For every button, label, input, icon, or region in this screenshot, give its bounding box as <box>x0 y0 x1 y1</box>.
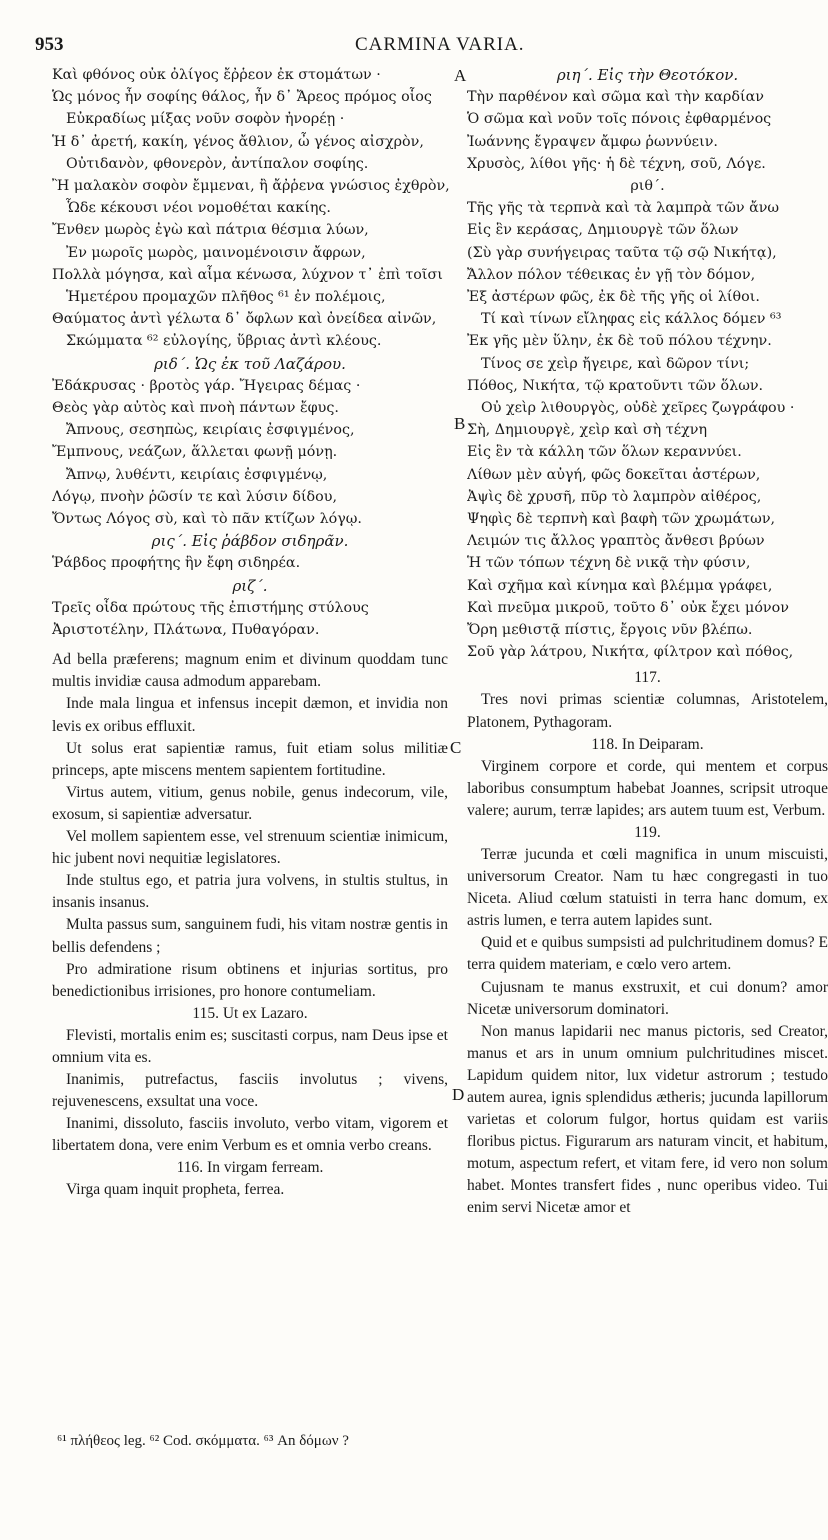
poem-heading-119-greek: ριθ΄. <box>630 178 665 195</box>
greek-line: Ἀριστοτέλην, Πλάτωνα, Πυθαγόραν. <box>52 622 320 639</box>
greek-line: Εἰς ἓν κεράσας, Δημιουργὲ τῶν ὅλων <box>467 222 739 239</box>
greek-line: Ἢ μαλακὸν σοφὸν ἔμμεναι, ἢ ἄῤῥενα γνώσιος ἐχθρὸν, <box>52 178 450 195</box>
latin-paragraph: Inde stultus ego, et patria jura volvens, in stultis stultus, in insanis insanus. <box>52 872 448 912</box>
greek-verse-block <box>52 64 448 353</box>
greek-line: Ἄπνους, σεσηπὼς, κειρίαις ἐσφιγμένος, <box>66 422 355 439</box>
footnotes: ⁶¹ πλήθεος leg. ⁶² Cod. σκόμματα. ⁶³ An δόμων ? <box>57 1433 349 1449</box>
greek-line: Εἰς ἓν τὰ κάλλη τῶν ὅλων κεραννύει. <box>467 444 742 461</box>
latin-paragraph: Cujusnam te manus exstruxit, et cui donum? amor Nicetæ universorum dominatori. <box>467 978 828 1018</box>
greek-line: Θεὸς γὰρ αὐτὸς καὶ πνοὴ πάντων ἔφυς. <box>52 400 339 417</box>
greek-line: Τρεῖς οἶδα πρώτους τῆς ἐπιστήμης στύλους <box>52 599 369 616</box>
poem-heading-115-latin: 115. Ut ex Lazaro. <box>192 1004 308 1022</box>
greek-line: Λίθων μὲν αὐγή, φῶς δοκεῖται ἀστέρων, <box>467 466 761 483</box>
greek-line: Ἐκ γῆς μὲν ὕλην, ἐκ δὲ τοῦ πόλου τέχνην. <box>467 333 772 350</box>
margin-letter-d: D <box>452 1085 465 1104</box>
poem-heading-116-latin: 116. In virgam ferream. <box>176 1159 324 1177</box>
poem-heading-117-latin: 117. <box>634 669 661 687</box>
greek-line: Ὧδε κέκουσι νέοι νομοθέται κακίης. <box>66 200 331 217</box>
greek-line: Εὐκραδίως μίξας νοῦν σοφὸν ἠνορέῃ · <box>66 111 345 128</box>
running-title: CARMINA VARIA. <box>355 34 525 55</box>
latin-paragraph: Terræ jucunda et cœli magnifica in unum miscuisti, universorum Creator. Nam tu hæc congregasti in tuo Niceta. Aliud cœlum statuisti in terra hanc domum, ex astris lumen, e terra autem lapides sunt. <box>467 845 828 930</box>
poem-heading-118-greek: ριη΄. Εἰς τὴν Θεοτόκον. <box>556 66 739 84</box>
greek-line: Τίνος σε χεὶρ ἤγειρε, καὶ δῶρον τίνι; <box>481 355 750 372</box>
greek-line: Ἐδάκρυσας · βροτὸς γάρ. Ἤγειρας δέμας · <box>52 377 361 394</box>
latin-paragraph: Inanimis, putrefactus, fasciis involutus ; vivens, rejuvenescens, exsultat una voce. <box>52 1070 448 1111</box>
latin-paragraph: Pro admiratione risum obtinens et injurias sortitus, pro benedictionibus irrisiones, pro honore contumeliam. <box>52 960 448 1000</box>
latin-paragraph: Ut solus erat sapientiæ ramus, fuit etiam solus militiæ princeps, apte miscens mentem sapientem fortitudine. <box>52 739 448 779</box>
greek-line: Καὶ σχῆμα καὶ κίνημα καὶ βλέμμα γράφει, <box>467 577 773 594</box>
margin-letter-a: A <box>454 66 467 85</box>
latin-paragraph: Virtus autem, vitium, genus nobile, genus indecorum, vile, exosum, si sapientiæ adversatur. <box>52 783 448 823</box>
greek-line: Χρυσὸς, λίθοι γῆς· ἡ δὲ τέχνη, σοῦ, Λόγε. <box>467 155 766 172</box>
latin-paragraph: Non manus lapidarii nec manus pictoris, sed Creator, manus et ars in unum omnium pulchritudines miscet. Lapidum quidem nitor, lux videtur astrorum ; testudo autem aurea, ignis splendidus ætheris; jucunda lapillorum varietas et colorum fulgor, hortus quidam est variis floribus pictus. Figurarum ars naturam vincit, et habitum, motum, aspectum refert, et vitam fere, id vero non solum habet. Montes transfert fides , nunc operibus video. Tui enim servi Nicetæ amor et <box>467 1022 828 1217</box>
poem-heading-117-greek: ριζ΄. <box>232 576 268 595</box>
greek-line: Οὐτιδανὸν, φθονερὸν, ἀντίπαλον σοφίης. <box>66 155 369 172</box>
greek-line: Ἄλλον πόλον τέθεικας ἐν γῇ τὸν δόμον, <box>467 266 756 283</box>
greek-line: Ἔμπνους, νεάζων, ἅλλεται φωνῇ μόνῃ. <box>52 444 338 461</box>
greek-line: Τί καὶ τίνων εἴληφας εἰς κάλλος δόμεν ⁶³ <box>481 311 782 328</box>
greek-verse-block-119 <box>467 197 828 663</box>
greek-line: Ἐν μωροῖς μωρὸς, μαινομένοισιν ἄφρων, <box>66 244 366 261</box>
latin-paragraph: Ad bella præferens; magnum enim et divinum quoddam tunc multis invidiæ causa admodum apparebam. <box>52 651 448 691</box>
greek-line: Σκώμματα ⁶² εὐλογίης, ὕβριας ἀντὶ κλέους. <box>66 333 382 350</box>
greek-line: Σὴ, Δημιουργὲ, χεὶρ καὶ σὴ τέχνη <box>467 422 708 439</box>
left-column <box>52 64 448 1201</box>
page-number: 953 <box>35 34 64 55</box>
greek-line: Πόθος, Νικήτα, τῷ κρατοῦντι τῶν ὅλων. <box>467 377 764 394</box>
poem-heading-115-greek: ριδ΄. Ὡς ἐκ τοῦ Λαζάρου. <box>154 354 346 373</box>
greek-line: Ὡς μόνος ἦν σοφίης θάλος, ἦν δ᾽ Ἄρεος πρόμος οἷος <box>52 89 432 106</box>
latin-translation-block <box>52 649 448 1003</box>
greek-line: Πολλὰ μόγησα, καὶ αἷμα κένωσα, λύχνον τ᾽ ἐπὶ τοῖσι <box>52 266 443 283</box>
greek-line: Τῆς γῆς τὰ τερπνὰ καὶ τὰ λαμπρὰ τῶν ἄνω <box>467 200 780 217</box>
greek-line: Ἀψὶς δὲ χρυσῆ, πῦρ τὸ λαμπρὸν αἰθέρος, <box>467 488 762 505</box>
greek-line: Ῥάβδος προφήτης ἣν ἔφη σιδηρέα. <box>52 555 301 572</box>
greek-line: Ἡ τῶν τόπων τέχνη δὲ νικᾷ τὴν φύσιν, <box>467 555 751 572</box>
right-column <box>467 64 828 1220</box>
greek-line: Ἡ δ᾽ ἀρετή, κακίη, γένος ἄθλιον, ὦ γένος αἰσχρὸν, <box>52 133 424 150</box>
greek-line: Λόγῳ, πνοὴν ῥῶσίν τε καὶ λύσιν δίδου, <box>52 488 338 505</box>
latin-paragraph: Tres novi primas scientiæ columnas, Aristotelem, Platonem, Pythagoram. <box>467 691 828 731</box>
latin-paragraph: Virginem corpore et corde, qui mentem et corpus laboribus consumptum habebat Joannes, scripsit utroque valere; aurum, terræ lapides; ars autem tuum est, Verbum. <box>467 757 828 819</box>
poem-heading-116-greek: ρις΄. Εἰς ῥάβδον σιδηρᾶν. <box>151 532 349 551</box>
greek-line: Λειμών τις ἄλλος γραπτὸς ἄνθεσι βρύων <box>467 533 765 550</box>
latin-paragraph: Quid et e quibus sumpsisti ad pulchritudinem domus? E terra quidem materiam, e cœlo vero artem. <box>467 934 828 974</box>
margin-letter-c: C <box>450 738 462 757</box>
greek-line: Ἔνθεν μωρὸς ἐγὼ καὶ πάτρια θέσμια λύων, <box>52 222 369 239</box>
greek-line: Καὶ πνεῦμα μικροῦ, τοῦτο δ᾽ οὐκ ἔχει μόνον <box>467 599 789 616</box>
latin-paragraph: Virga quam inquit propheta, ferrea. <box>66 1181 285 1199</box>
greek-line: Ὄρη μεθιστᾷ πίστις, ἔργοις νῦν βλέπω. <box>467 622 753 639</box>
greek-line: Ἡμετέρου προμαχῶν πλῆθος ⁶¹ ἐν πολέμοις, <box>66 289 386 306</box>
latin-paragraph: Vel mollem sapientem esse, vel strenuum scientiæ inimicum, hic jubent novi nequitiæ legislatores. <box>52 828 448 868</box>
poem-heading-119-latin: 119. <box>634 823 661 841</box>
greek-line: Καὶ φθόνος οὐκ ὀλίγος ἔῤῥεον ἐκ στομάτων · <box>52 67 381 83</box>
greek-verse-block-115 <box>52 375 448 530</box>
greek-line: (Σὺ γὰρ συνήγειρας ταῦτα τῷ σῷ Νικήτᾳ), <box>467 244 777 261</box>
greek-line: Θαύματος ἀντὶ γέλωτα δ᾽ ὄφλων καὶ ὀνείδεα αἰνῶν, <box>52 311 437 328</box>
greek-line: Ὁ σῶμα καὶ νοῦν τοῖς πόνοις ἐφθαρμένος <box>467 111 772 128</box>
latin-paragraph: Inde mala lingua et infensus incepit dæmon, et invidia non levis ex oribus effluxit. <box>52 695 448 735</box>
greek-line: Οὐ χεὶρ λιθουργὸς, οὐδὲ χεῖρες ζωγράφου · <box>481 400 795 417</box>
greek-line: Ἐξ ἀστέρων φῶς, ἐκ δὲ τῆς γῆς οἱ λίθοι. <box>467 289 760 306</box>
latin-paragraph: Multa passus sum, sanguinem fudi, his vitam nostræ gentis in bellis defendens ; <box>52 916 448 956</box>
poem-heading-118-latin: 118. In Deiparam. <box>591 735 704 753</box>
greek-line: Ὄντως Λόγος σὺ, καὶ τὸ πᾶν κτίζων λόγῳ. <box>52 511 362 528</box>
greek-line: Ψηφὶς δὲ τερπνὴ καὶ βαφὴ τῶν χρωμάτων, <box>467 511 776 528</box>
greek-line: Ἰωάννης ἔγραψεν ἄμφω ῥωννύειν. <box>467 133 718 150</box>
greek-line: Τὴν παρθένον καὶ σῶμα καὶ τὴν καρδίαν <box>467 89 764 106</box>
margin-letter-b: B <box>454 414 466 433</box>
latin-paragraph: Inanimi, dissoluto, fasciis involuto, verbo vitam, vigorem et libertatem dona, vere enim Verbum es et omnia verbo creans. <box>52 1115 448 1155</box>
greek-line: Ἄπνῳ, λυθέντι, κειρίαις ἐσφιγμένῳ, <box>66 466 328 483</box>
latin-paragraph: Flevisti, mortalis enim es; suscitasti corpus, nam Deus ipse et omnium vita es. <box>52 1026 448 1066</box>
greek-line: Σοῦ γὰρ λάτρου, Νικήτα, φίλτρον καὶ πόθος, <box>467 644 794 661</box>
